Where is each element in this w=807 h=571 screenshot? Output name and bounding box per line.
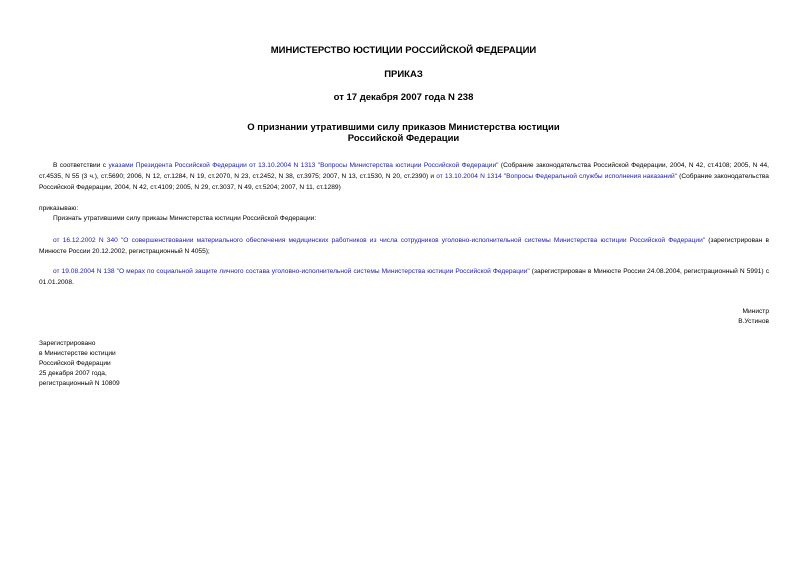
list-item [39,235,769,257]
preamble-paragraph [39,160,769,193]
registration-line-4: 25 декабря 2007 года, [39,370,107,377]
decree-1313-link[interactable]: указами Президента Российской Федерации от 13.10.2004 N 1313 "Вопросы Министерства юстиции Российской Федерации" [108,162,499,169]
registration-block [39,339,120,389]
subject-heading [0,122,807,144]
registration-line-3: Российской Федерации [39,360,111,367]
doc-type-heading: ПРИКАЗ [384,69,423,80]
registration-line-5: регистрационный N 10809 [39,380,120,387]
decree-1314-link[interactable]: от 13.10.2004 N 1314 "Вопросы Федеральной службы исполнения наказаний" [436,173,678,180]
order-138-link[interactable]: от 19.08.2004 N 138 "О мерах по социальной защите личного состава уголовно-исполнительной системы Министерства юстиции Российской Федерации" [53,268,530,275]
order-340-link[interactable]: от 16.12.2002 N 340 "О совершенствовании материального обеспечения медицинских работников из числа сотрудников уголовно-исполнительной системы Министерства юстиции Российской Федерации" [53,237,706,244]
order-138-text: (зарегистрирован в Минюсте России 24.08.2004, регистрационный N 5991) с 01.01.2008. [39,268,770,286]
preamble-text-1: (Собрание законодательства Российской Федерации, 2004, N 42, ст.4108; 2005, N 44, ст.4535, N 55 (3 ч.), ст.5690; 2006, N 12, ст.1284, N 19, ст.2070, N 23, ст.2452, N 38, ст.3975; 2007, N 13, ст.1530, N 20, ст.2390) и [39,162,769,180]
registration-line-1: Зарегистрировано [39,340,96,347]
subject-line-2: Российской Федерации [347,133,460,144]
ministry-heading: МИНИСТЕРСТВО ЮСТИЦИИ РОССИЙСКОЙ ФЕДЕРАЦИИ [270,45,537,56]
signature-name: В.Устинов [738,318,769,325]
order-word: приказываю: [39,205,79,212]
order-340-text: (зарегистрирован в Минюсте России 20.12.2002, регистрационный N 4055); [39,237,769,255]
preamble-intro: В соответствии с [53,162,109,169]
declare-paragraph: Признать утратившими силу приказы Министерства юстиции Российской Федерации: [53,215,317,222]
list-item [39,266,769,288]
preamble-text-2: (Собрание законодательства Российской Федерации, 2004, N 42, ст.4109; 2005, N 29, ст.3037, N 49, ст.5204; 2007, N 11, ст.1289) [39,173,769,191]
signature-title: Министр [742,308,769,315]
registration-line-2: в Министерстве юстиции [39,350,116,357]
subject-line-1: О признании утратившими силу приказов Министерства юстиции [247,122,560,133]
date-number-heading: от 17 декабря 2007 года N 238 [333,92,474,103]
